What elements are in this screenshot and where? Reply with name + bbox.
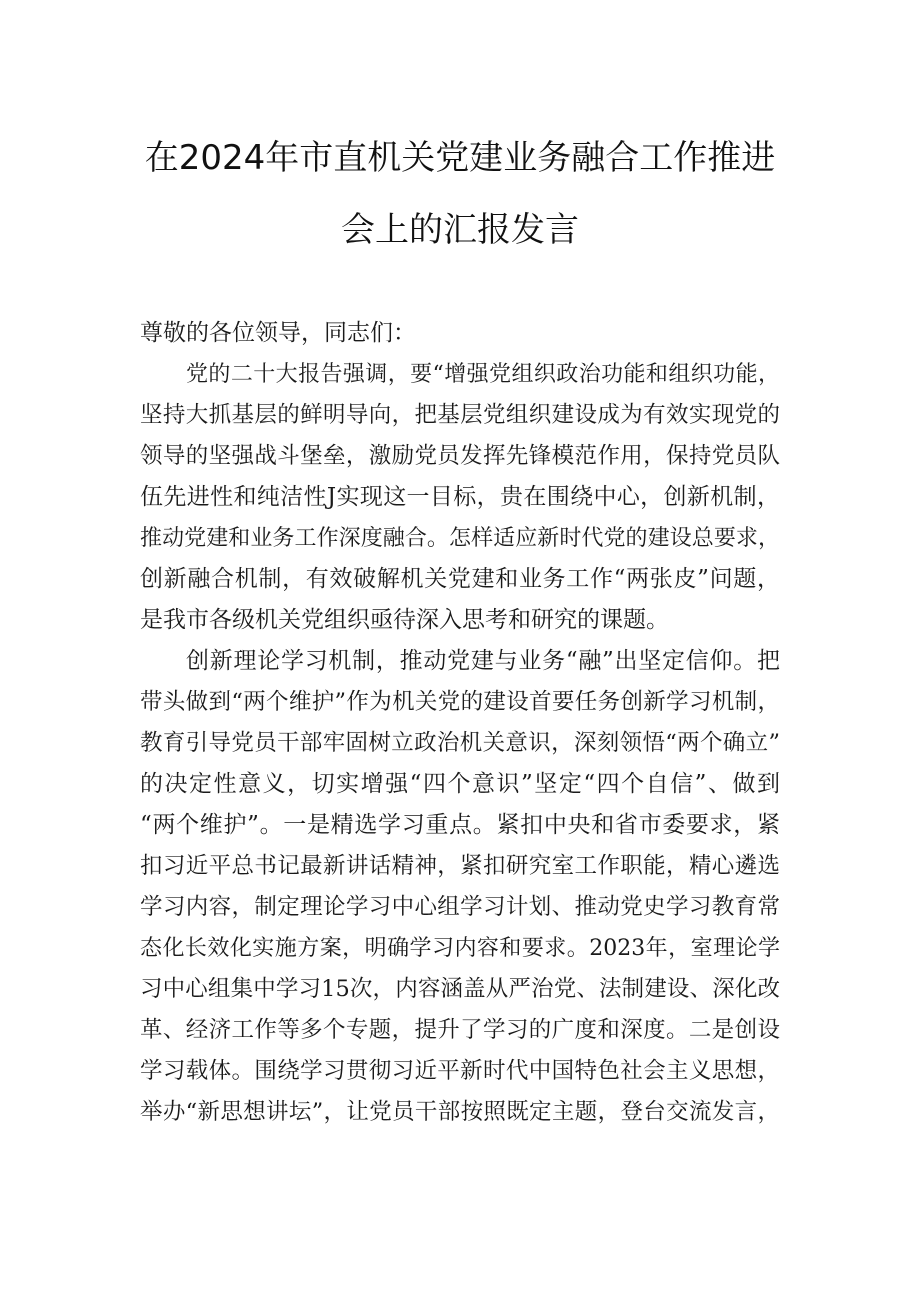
body-text-line: 态化长效化实施方案，明确学习内容和要求。2023年，室理论学 [140,936,780,961]
body-text-line: 推动党建和业务工作深度融合。怎样适应新时代党的建设总要求， [140,526,780,551]
body-text-line: 学习载体。围绕学习贯彻习近平新时代中国特色社会主义思想， [140,1058,780,1084]
body-text-line: 坚持大抓基层的鲜明导向，把基层党组织建设成为有效实现党的 [140,402,780,428]
body-text-line: “两个维护”。一是精选学习重点。紧扣中央和省市委要求，紧 [140,812,780,838]
body-text-line: 创新融合机制，有效破解机关党建和业务工作“两张皮”问题， [140,566,780,592]
document-body [140,313,780,1133]
body-text-line: 的决定性意义，切实增强“四个意识”坚定“四个自信”、做到 [140,771,780,797]
body-text-line: 习中心组集中学习15次，内容涵盖从严治党、法制建设、深化改 [140,976,780,1002]
document-title-line-1: 在2024年市直机关党建业务融合工作推进 [144,138,776,178]
body-text-line: 尊敬的各位领导，同志们： [140,320,416,346]
body-text-line: 党的二十大报告强调，要“增强党组织政治功能和组织功能， [186,362,780,387]
body-text-line: 革、经济工作等多个专题，提升了学习的广度和深度。二是创设 [140,1017,780,1043]
body-text-line: 教育引导党员干部牢固树立政治机关意识，深刻领悟“两个确立” [140,730,780,756]
document-title-line-2: 会上的汇报发言 [341,210,579,250]
body-text-line: 伍先进性和纯洁性J实现这一目标，贵在围绕中心，创新机制， [140,484,780,510]
body-text-line: 领导的坚强战斗堡垒，激励党员发挥先锋模范作用，保持党员队 [140,443,780,469]
body-text-line: 是我市各级机关党组织亟待深入思考和研究的课题。 [140,607,669,633]
body-text-line: 举办“新思想讲坛”，让党员干部按照既定主题，登台交流发言， [140,1099,780,1125]
body-text-line: 创新理论学习机制，推动党建与业务“融”出坚定信仰。把 [186,648,780,674]
body-text-line: 扣习近平总书记最新讲话精神，紧扣研究室工作职能，精心遴选 [140,853,780,879]
body-text-line: 学习内容，制定理论学习中心组学习计划、推动党史学习教育常 [140,894,780,920]
body-text-line: 带头做到“两个维护”作为机关党的建设首要任务创新学习机制， [140,689,780,715]
